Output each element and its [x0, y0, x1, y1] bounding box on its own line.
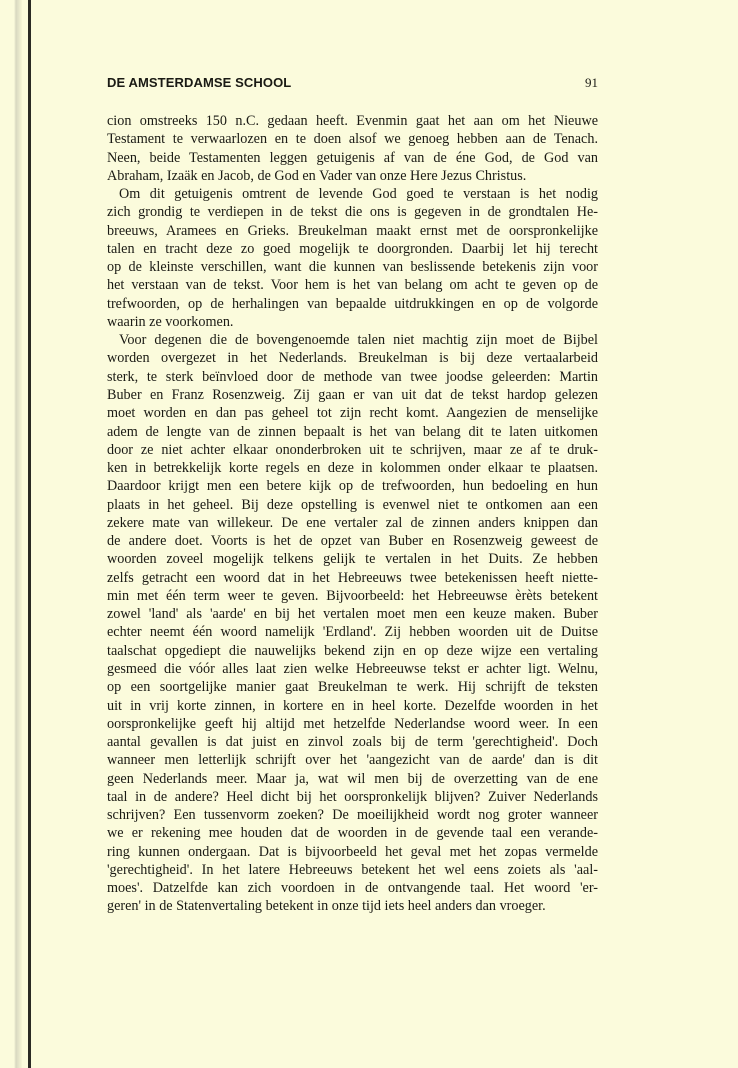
text-line: op een soortgelijke manier gaat Breukelman te werk. Hij schrijft de teksten [107, 679, 598, 696]
text-line: zekere mate van willekeur. De ene vertaler zal de zinnen anders knippen dan [107, 514, 598, 531]
text-line: wanneer men letterlijk schrijft over het 'aangezicht van de aarde' dan is dit [107, 752, 598, 769]
text-line: de andere doet. Voorts is het de opzet van Buber en Rosenzweig geweest de [107, 533, 598, 550]
text-line: taalschat opgediept die nauwelijks bekend zijn en op deze wijze een vertaling [107, 642, 598, 659]
text-line: Testament te verwaarlozen en te doen alsof we genoeg hebben aan de Tenach. [107, 131, 598, 148]
text-line: cion omstreeks 150 n.C. gedaan heeft. Evenmin gaat het aan om het Nieuwe [107, 113, 598, 129]
text-line: talen en tracht deze zo goed mogelijk te doorgronden. Daarbij let hij terecht [107, 240, 598, 257]
text-line: het verstaan van de tekst. Voor hem is het van belang om acht te geven op de [107, 277, 598, 294]
text-line: plaats in het geheel. Bij deze opstelling is evenwel niet te ontkomen aan een [107, 496, 598, 513]
text-line: we er rekening mee houden dat de woorden in de gevende taal een verande- [107, 825, 598, 842]
text-line: oorspronkelijke geeft hij altijd met hetzelfde Nederlandse woord weer. In een [107, 715, 598, 732]
text-line: Buber en Franz Rosenzweig. Zij gaan er van uit dat de tekst hardop gelezen [107, 386, 598, 403]
text-line: schrijven? Een tussenvorm zoeken? De moeilijkheid wordt nog groter wanneer [107, 807, 598, 824]
text-line: aantal gevallen is dat juist en zinvol zoals bij de term 'gerechtigheid'. Doch [107, 734, 598, 751]
running-head: DE AMSTERDAMSE SCHOOL [107, 75, 292, 90]
text-line: taal in de andere? Heel dicht bij het oorspronkelijk blijven? Zuiver Nederlands [107, 788, 598, 805]
text-line: woorden zoveel mogelijk telkens gelijk te vertalen in het Duits. Ze hebben [107, 551, 598, 568]
text-line: 'gerechtigheid'. In het latere Hebreeuws betekent het wel eens zoiets als 'aal- [107, 861, 598, 878]
body-text [107, 112, 598, 916]
text-line: min met één term weer te geven. Bijvoorbeeld: het Hebreeuwse èrèts betekent [107, 587, 598, 604]
text-line: uit in vrij korte zinnen, in kortere en in heel korte. Dezelfde woorden in het [107, 697, 598, 714]
scan-border-bar [28, 0, 31, 1068]
text-line: gesmeed die vóór alles laat zien welke Hebreeuwse tekst er achter ligt. Welnu, [107, 660, 598, 677]
text-line: breeuws, Aramees en Grieks. Breukelman maakt ernst met de oorspronkelijke [107, 222, 598, 239]
text-line: door ze niet achter elkaar ononderbroken uit te schrijven, maar ze af te druk- [107, 441, 598, 458]
text-line: moes'. Datzelfde kan zich voordoen in de ontvangende taal. Het woord 'er- [107, 880, 598, 897]
text-line: ken in betrekkelijk korte regels en deze in kolommen onder elkaar te plaatsen. [107, 460, 598, 477]
text-line: Om dit getuigenis omtrent de levende God goed te verstaan is het nodig [119, 186, 598, 203]
page-header [107, 75, 598, 95]
text-line: Daardoor krijgt men een betere kijk op de trefwoorden, hun bedoeling en hun [107, 478, 598, 495]
text-line: sterk, te sterk beïnvloed door de methode van twee joodse geleerden: Martin [107, 368, 598, 385]
text-line: trefwoorden, op de herhalingen van bepaalde uitdrukkingen en op de volgorde [107, 295, 598, 312]
page-edge-shadow [0, 0, 22, 1068]
text-line: Neen, beide Testamenten leggen getuigenis af van de éne God, de God van [107, 149, 598, 166]
text-line: zowel 'land' als 'aarde' en bij het vertalen moet men een keuze maken. Buber [107, 606, 598, 623]
text-line: moet worden en dan pas geheel tot zijn recht komt. Aangezien de menselijke [107, 405, 598, 422]
page-number: 91 [585, 75, 598, 90]
text-line: geen Nederlands meer. Maar ja, wat wil men bij de overzetting van de ene [107, 770, 598, 787]
text-line: waarin ze voorkomen. [107, 313, 234, 330]
text-line: echter neemt één woord namelijk 'Erdland'. Zij hebben woorden uit de Duitse [107, 624, 598, 641]
text-line: Voor degenen die de bovengenoemde talen niet machtig zijn moet de Bijbel [119, 332, 598, 349]
text-line: op de kleinste verschillen, want die kunnen van beslissende betekenis zijn voor [107, 259, 598, 276]
text-line: Abraham, Izaäk en Jacob, de God en Vader van onze Here Jezus Christus. [107, 167, 527, 184]
text-line: zich grondig te verdiepen in de tekst die ons is gegeven in de grondtalen He- [107, 204, 598, 221]
text-line: adem de lengte van de zinnen bepaalt is het van belang dit te laten uitkomen [107, 423, 598, 440]
text-line: geren' in de Statenvertaling betekent in onze tijd iets heel anders dan vroeger. [107, 898, 546, 915]
text-line: worden overgezet in het Nederlands. Breukelman is bij deze vertaalarbeid [107, 350, 598, 367]
text-line: zelfs getracht een woord dat in het Hebreeuws twee betekenissen heeft niette- [107, 569, 598, 586]
text-line: ring kunnen ondergaan. Dat is bijvoorbeeld het geval met het zopas vermelde [107, 843, 598, 860]
